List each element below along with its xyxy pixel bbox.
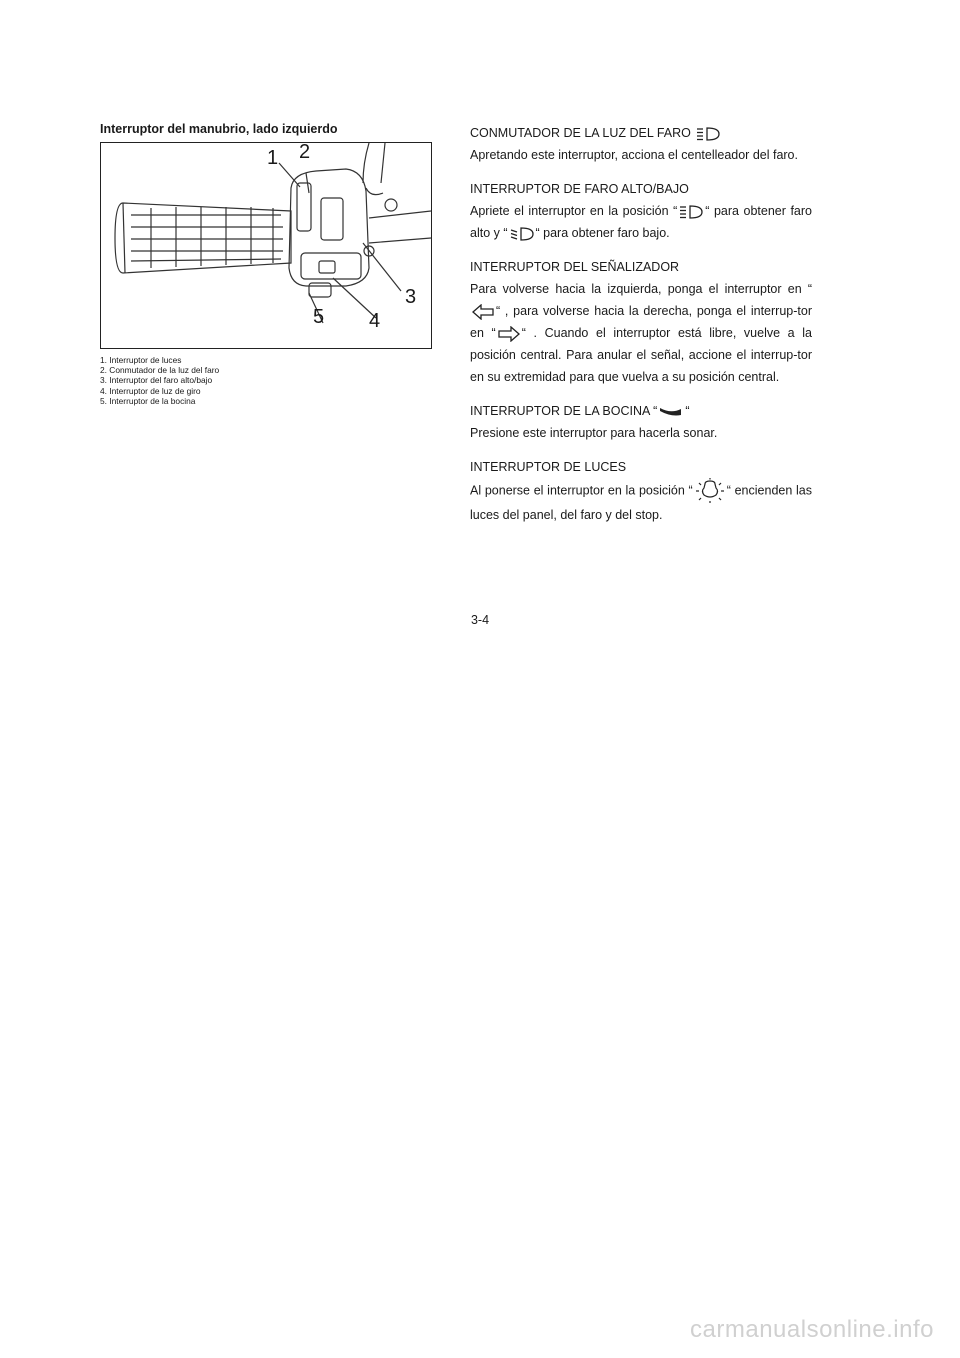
section-turn-signal [470,256,812,388]
section-body: Presione este interruptor para hacerla sonar. [470,426,718,440]
headlight-high-icon [696,127,720,141]
section-heading: INTERRUPTOR DE FARO ALTO/BAJO [470,182,689,196]
section-heading: “ [685,404,690,418]
figure-captions [100,355,432,406]
text-column [470,122,812,538]
section-horn [470,400,812,444]
section-heading: INTERRUPTOR DEL SEÑALIZADOR [470,260,680,274]
body-text: “ . Cuando el interruptor está libre, vuelve a la posición central. Para anular el señal, accione el interrup-tor en su extremidad para que vuelva a su posición central. [470,326,812,384]
section-heading: CONMUTADOR DE LA LUZ DEL FARO [470,126,691,140]
body-text: “ para obtener faro alto y “ [470,204,812,240]
section-lights [470,456,812,526]
figure-block [100,122,432,406]
callout-2: 2 [299,141,311,163]
section-body: Apretando este interruptor, acciona el centelleador del faro. [470,148,798,162]
caption-item: 4. Interruptor de luz de giro [100,385,201,396]
callout-3: 3 [405,286,417,308]
page-number: 3-4 [470,613,490,627]
section-dimmer [470,178,812,244]
section-heading: INTERRUPTOR DE LUCES [470,460,627,474]
headlight-on-icon [695,478,725,504]
caption-item: 1. Interruptor de luces [100,355,182,365]
body-text: “ , para volverse hacia la derecha, ponga el interrup-tor en “ [470,304,812,340]
body-text: “ para obtener faro bajo. [535,226,670,240]
watermark: carmanualsonline.info [690,1316,934,1343]
section-heading: INTERRUPTOR DE LA BOCINA “ [470,404,658,418]
body-text: Para volverse hacia la izquierda, ponga el interruptor en “ [470,282,812,296]
body-text: “ encienden las luces del panel, del faro y del stop. [470,483,812,522]
figure-title: Interruptor del manubrio, lado izquierdo [100,122,338,136]
headlight-low-icon [510,227,534,241]
section-flash [470,122,812,166]
turn-left-icon [472,304,494,320]
caption-item: 2. Conmutador de la luz del faro [100,365,220,376]
caption-item: 5. Interruptor de la bocina [100,395,196,406]
body-text: Apriete el interruptor en la posición “ [470,204,678,218]
callout-4: 4 [369,310,381,332]
body-text: Al ponerse el interruptor en la posición “ [470,483,693,498]
headlight-high-icon [679,205,703,219]
turn-right-icon [498,326,520,342]
handlebar-switch-illustration [100,142,432,349]
caption-item: 3. Interruptor del faro alto/bajo [100,375,213,386]
handlebar-drawing [101,143,431,348]
horn-icon [659,406,683,418]
callout-5: 5 [313,306,325,328]
callout-1: 1 [267,147,279,169]
